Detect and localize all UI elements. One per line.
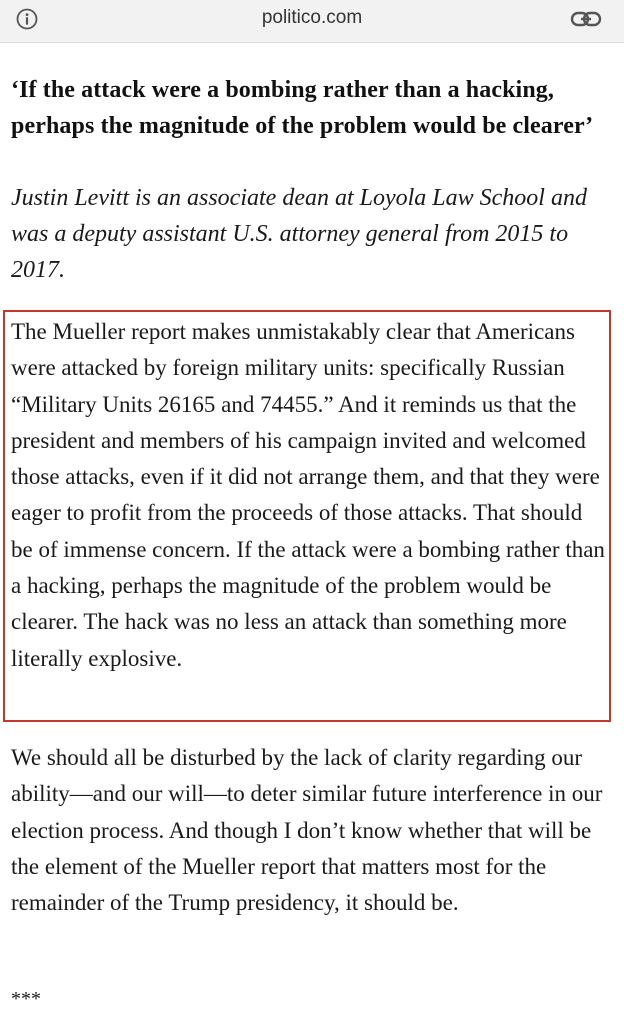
author-byline: Justin Levitt is an associate dean at Loyola Law School and was a deputy assistant U.S. attorney general from 2015 to 2017. [11,185,587,283]
url-domain[interactable]: politico.com [261,7,363,28]
highlighted-paragraph: The Mueller report makes unmistakably clear that Americans were attacked by foreign military units: specifically Russian “Military Units 26165 and 74455.” And it reminds us that the president and members of his campaign invited and welcomed those attacks, even if it did not arrange them, and that they were eager to profit from the proceeds of those attacks. That should be of immense concern. If the attack were a bombing rather than a hacking, perhaps the magnitude of the problem would be clearer. The hack was no less an attack than something more literally explosive. [11,319,605,671]
article-headline: ‘If the attack were a bombing rather than a hacking, perhaps the magnitude of the problem would be clearer’ [11,77,594,139]
link-icon[interactable] [570,8,602,30]
article-paragraph: We should all be disturbed by the lack of clarity regarding our ability—and our will—to deter similar future interference in our election process. And though I don’t know whether that will be the element of the Mueller report that matters most for the remainder of the Trump presidency, it should be. [11,745,603,916]
section-separator: *** [11,988,41,1010]
browser-address-bar [0,0,624,43]
